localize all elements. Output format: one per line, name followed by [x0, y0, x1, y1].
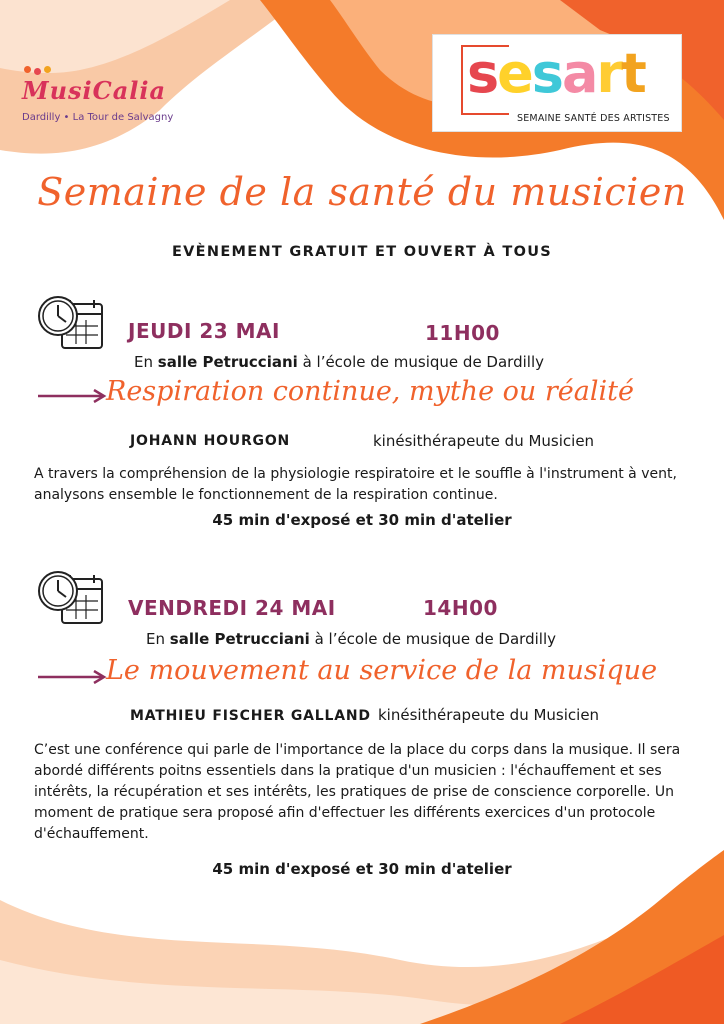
musicalia-tagline: Dardilly • La Tour de Salvagny: [22, 112, 174, 123]
event-speaker: JOHANN HOURGON: [130, 433, 291, 449]
note-dot-icon: [24, 66, 31, 73]
sesart-logo: [432, 34, 682, 132]
page-subtitle: EVÈNEMENT GRATUIT ET OUVERT À TOUS: [171, 244, 553, 260]
arrow-right-icon: [36, 670, 108, 684]
musicalia-name: MusiCalia: [22, 76, 167, 105]
event-description: C’est une conférence qui parle de l'importance de la place du corps dans la musique. Il sera abordé différents poitns essentiels dans la pratique d'un musicien : l'échauffement et ses intérêts, la récupération et ses intérêts, les pratiques de prise de conscience corporelle. Un moment de pratique sera proposé afin d'effectuer les différents exercices d'un protocole d'échauffement.: [34, 742, 681, 842]
event-duration: 45 min d'exposé et 30 min d'atelier: [212, 511, 512, 529]
event-duration: 45 min d'exposé et 30 min d'atelier: [212, 860, 512, 878]
event-speaker-role: kinésithérapeute du Musicien: [373, 432, 595, 450]
event-day: VENDREDI 24 MAI: [128, 596, 336, 620]
sesart-wordmark: sesart: [467, 42, 645, 105]
event-day: JEUDI 23 MAI: [128, 319, 280, 343]
sesart-subtitle: SEMAINE SANTÉ DES ARTISTES: [517, 113, 670, 124]
event-title: Respiration continue, mythe ou réalité: [106, 376, 634, 407]
event-place: En salle Petrucciani à l’école de musique de Dardilly: [146, 630, 556, 648]
event-time: 14H00: [423, 596, 498, 620]
arrow-right-icon: [36, 389, 108, 403]
event-description: A travers la compréhension de la physiologie respiratoire et le souffle à l'instrument à vent, analysons ensemble le fonctionnement de la respiration continue.: [34, 466, 677, 503]
note-dot-icon: [44, 66, 51, 73]
page-title: Semaine de la santé du musicien: [37, 170, 687, 214]
event-place: En salle Petrucciani à l’école de musique de Dardilly: [134, 353, 544, 371]
event-speaker: MATHIEU FISCHER GALLAND: [130, 708, 371, 724]
note-dot-icon: [34, 68, 41, 75]
event-speaker-role: kinésithérapeute du Musicien: [378, 706, 600, 724]
event-title: Le mouvement au service de la musique: [106, 655, 658, 686]
event-time: 11H00: [425, 321, 500, 345]
calendar-clock-icon: [36, 290, 106, 354]
calendar-clock-icon: [36, 565, 106, 629]
musicalia-logo: [18, 66, 178, 136]
